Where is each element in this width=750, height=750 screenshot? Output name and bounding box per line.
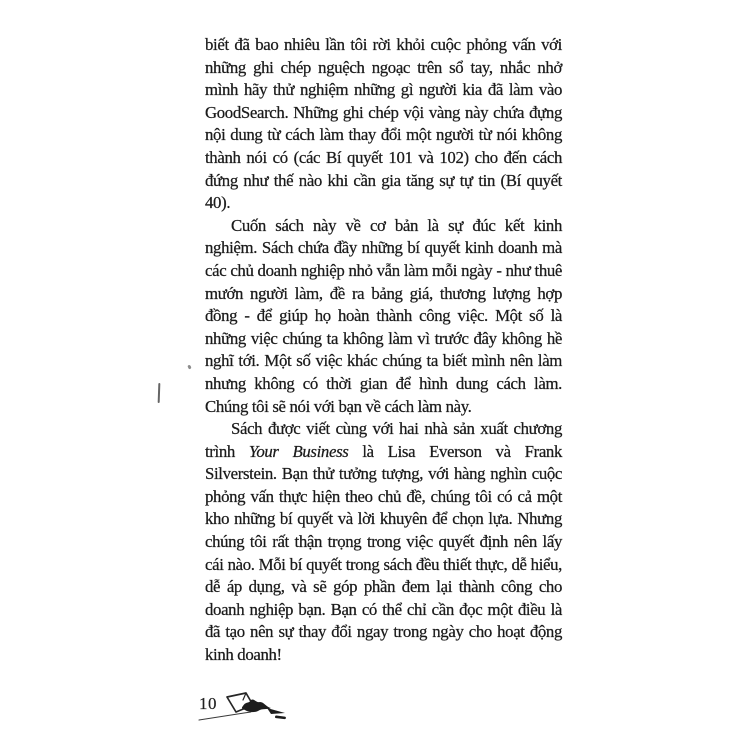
show-title-italic: Your Business xyxy=(248,441,349,461)
paragraph-text: là Lisa Everson và Frank Silverstein. Bạn thử tưởng tượng, với hàng nghìn cuộc phỏng vấn thực hiện theo chủ đề, chúng tôi có cả một kho những bí quyết và lời khuyên để chọn lựa. Nhưng chúng tôi rất thận trọng trong việc quyết định nên lấy cái nào. Mỗi bí quyết trong sách đều thiết thực, dễ hiểu, dễ áp dụng, và sẽ góp phần đem lại thành công cho doanh nghiệp bạn. Bạn có thể chỉ cần đọc một điều là đã tạo nên sự thay đổi ngay trong ngày cho hoạt động kinh doanh! xyxy=(205,441,563,665)
paragraph xyxy=(205,418,562,667)
scan-artifact-dot xyxy=(187,365,191,370)
page-number: 10 xyxy=(199,694,217,713)
paragraph-continuation: biết đã bao nhiêu lần tôi rời khỏi cuộc phỏng vấn với những ghi chép nguệch ngoạc trên sổ tay, nhắc nhở mình hãy thử nghiệm những gì người kia đã làm vào GoodSearch. Những ghi chép vội vàng này chứa đựng nội dung từ cách làm thay đổi một người từ nói không thành nói có (các Bí quyết 101 và 102) cho đến cách đứng như thế nào khi cần gia tăng sự tự tin (Bí quyết 40). xyxy=(205,35,562,213)
ink-doodle-icon xyxy=(195,683,303,727)
paragraph: Cuốn sách này về cơ bản là sự đúc kết kinh nghiệm. Sách chứa đầy những bí quyết kinh doanh mà các chủ doanh nghiệp nhỏ vẫn làm mỗi ngày - như thuê mướn người làm, đề ra bảng giá, thương lượng hợp đồng - để giúp họ hoàn thành công việc. Một số là những việc chúng ta không làm vì trước đây không hề nghĩ tới. Một số việc khác chúng ta biết mình nên làm nhưng không có thời gian để hình dung cách làm. Chúng tôi sẽ nói với bạn về cách làm này. xyxy=(205,215,562,416)
paragraph-text: Sách được viết cùng với hai nhà sản xuất chương trình xyxy=(205,419,562,461)
body-text xyxy=(205,34,562,667)
scan-artifact-stroke xyxy=(158,383,160,403)
